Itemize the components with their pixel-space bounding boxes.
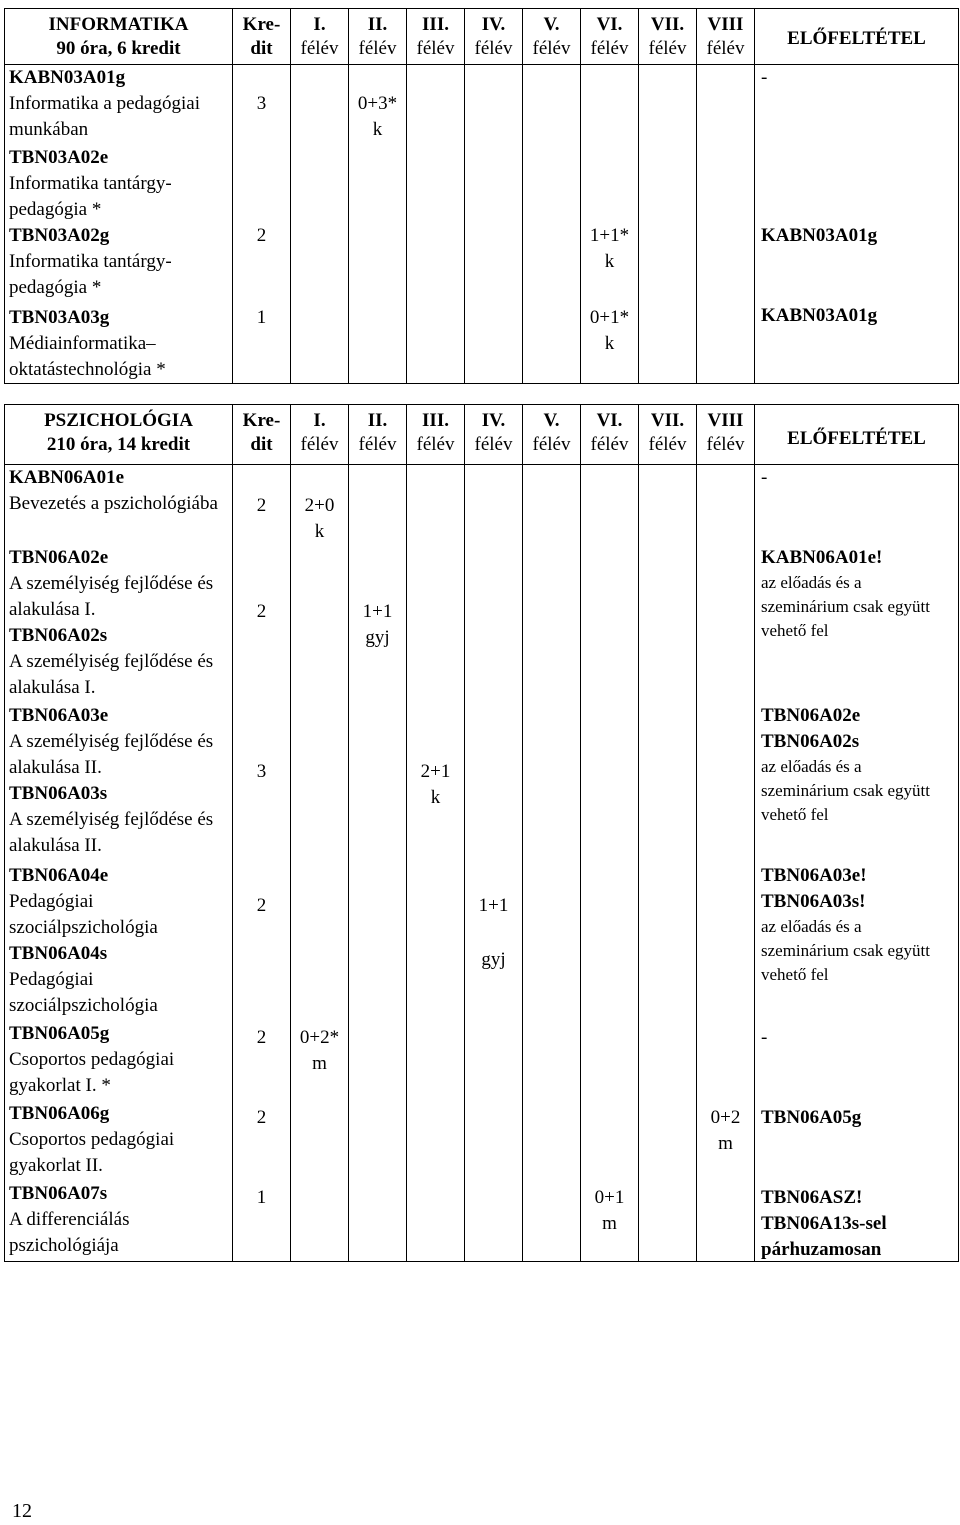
subject-code: TBN06A05g [9,1023,110,1044]
semester-6-column [581,465,639,1262]
subject-header [5,405,233,465]
semester-header-2: II. félév [349,9,407,65]
credit-value: 2 [256,601,267,622]
grade-value: m [718,1133,733,1154]
section-subtitle: 210 óra, 14 kredit [46,434,191,455]
semester-header-3: III. félév [407,405,465,465]
credit-column [233,65,291,384]
subject-code: TBN03A02e [9,147,109,168]
prereq-header: ELŐFELTÉTEL [755,405,959,465]
credit-header: Kre-dit [233,405,291,465]
semester-6-column [581,65,639,384]
subject-code: TBN06A03s [9,783,108,804]
credit-value: 2 [256,495,267,516]
credit-value: 2 [256,895,267,916]
subject-code: TBN06A03e [9,705,109,726]
semester-2-column [349,65,407,384]
subject-code: TBN06A06g [9,1103,110,1124]
credit-value: 2 [256,1107,267,1128]
hours-value: 0+3* [357,93,398,114]
subject-name: A személyiség fejlődése és alakulása I. [9,651,214,698]
subject-code: KABN06A01e [9,467,125,488]
prereq-value: KABN03A01g [761,225,878,246]
subject-code: TBN06A02s [9,625,108,646]
prereq-column [755,465,959,1262]
subject-header [5,9,233,65]
subject-name: Informatika tantárgy-pedagógia * [9,173,172,220]
semester-header-8: VIII félév [697,9,755,65]
grade-value: m [602,1213,617,1234]
prereq-value: KABN03A01g [761,305,878,326]
subject-name: A differenciálás pszichológiája [9,1209,130,1256]
section-subtitle: 90 óra, 6 kredit [56,38,181,59]
hours-value: 0+1* [589,307,630,328]
credit-value: 1 [256,307,267,328]
prereq-value: TBN06A02e [761,705,861,726]
prereq-value: - [761,1027,768,1048]
semester-7-column [639,65,697,384]
semester-header-3: III. félév [407,9,465,65]
hours-value: 1+1 [362,601,393,622]
prereq-value: TBN06A03s! [761,891,866,912]
semester-header-7: VII. félév [639,405,697,465]
semester-header-8: VIII félév [697,405,755,465]
semester-header-7: VII. félév [639,9,697,65]
grade-value: gyj [481,949,506,970]
semester-1-column [291,65,349,384]
semester-header-6: VI. félév [581,9,639,65]
grade-value: gyj [365,627,390,648]
prereq-header: ELŐFELTÉTEL [755,9,959,65]
prereq-value: TBN06A05g [761,1107,862,1128]
semester-3-column [407,65,465,384]
subject-code: TBN06A04s [9,943,108,964]
prereq-note: az előadás és a szeminárium csak együtt vehető fel [761,917,931,984]
semester-header-6: VI. félév [581,405,639,465]
prereq-value: TBN06ASZ! [761,1187,863,1208]
credit-value: 2 [256,225,267,246]
prereq-column [755,65,959,384]
hours-value: 1+1 [478,895,509,916]
semester-4-column [465,465,523,1262]
credit-value: 3 [256,761,267,782]
prereq-value: párhuzamosan [761,1239,882,1260]
credit-header: Kre-dit [233,9,291,65]
hours-value: 2+1 [420,761,451,782]
credit-column [233,465,291,1262]
semester-8-column [697,465,755,1262]
subject-code: TBN06A07s [9,1183,108,1204]
semester-2-column [349,465,407,1262]
prereq-note: az előadás és a szeminárium csak együtt vehető fel [761,573,931,640]
prereq-value: - [761,467,768,488]
credit-value: 2 [256,1027,267,1048]
prereq-value: TBN06A13s-sel [761,1213,887,1234]
subject-name: A személyiség fejlődése és alakulása II. [9,731,214,778]
section-title: PSZICHOLÓGIA [44,410,193,431]
subject-name: Pedagógiai szociálpszichológia [9,891,158,938]
page-number: 12 [12,1500,32,1522]
semester-header-2: II. félév [349,405,407,465]
informatics-table [4,8,959,384]
subject-name: Informatika tantárgy-pedagógia * [9,251,172,298]
semester-4-column [465,65,523,384]
grade-value: k [314,521,325,542]
prereq-value: KABN06A01e! [761,547,883,568]
subject-name: A személyiség fejlődése és alakulása II. [9,809,214,856]
subject-name: Bevezetés a pszichológiába [9,493,218,514]
semester-5-column [523,465,581,1262]
semester-8-column [697,65,755,384]
semester-header-1: I. félév [291,405,349,465]
credit-value: 3 [256,93,267,114]
subject-name: Informatika a pedagógiai munkában [9,93,200,140]
subject-name: Pedagógiai szociálpszichológia [9,969,158,1016]
subject-code: KABN03A01g [9,67,126,88]
subject-name: Médiainformatika– oktatástechnológia * [9,333,166,380]
hours-value: 0+2 [710,1107,741,1128]
prereq-note: az előadás és a szeminárium csak együtt vehető fel [761,757,931,824]
subject-code: TBN06A04e [9,865,109,886]
credit-value: 1 [256,1187,267,1208]
prereq-value: - [761,67,768,88]
section-title: INFORMATIKA [48,14,189,35]
semester-1-column [291,465,349,1262]
grade-value: k [604,251,615,272]
prereq-value: TBN06A03e! [761,865,867,886]
subject-name: A személyiség fejlődése és alakulása I. [9,573,214,620]
subject-name: Csoportos pedagógiai gyakorlat I. * [9,1049,175,1096]
hours-value: 0+1 [594,1187,625,1208]
psychology-table [4,404,959,1262]
semester-3-column [407,465,465,1262]
semester-header-4: IV. félév [465,9,523,65]
prereq-value: TBN06A02s [761,731,860,752]
semester-header-5: V. félév [523,9,581,65]
subject-list [5,65,233,384]
subject-code: TBN03A03g [9,307,110,328]
hours-value: 2+0 [304,495,335,516]
subject-list [5,465,233,1262]
semester-header-5: V. félév [523,405,581,465]
subject-code: TBN06A02e [9,547,109,568]
semester-header-4: IV. félév [465,405,523,465]
subject-name: Csoportos pedagógiai gyakorlat II. [9,1129,175,1176]
subject-code: TBN03A02g [9,225,110,246]
grade-value: k [372,119,383,140]
hours-value: 1+1* [589,225,630,246]
grade-value: m [312,1053,327,1074]
semester-header-1: I. félév [291,9,349,65]
semester-5-column [523,65,581,384]
semester-7-column [639,465,697,1262]
grade-value: k [604,333,615,354]
hours-value: 0+2* [299,1027,340,1048]
grade-value: k [430,787,441,808]
